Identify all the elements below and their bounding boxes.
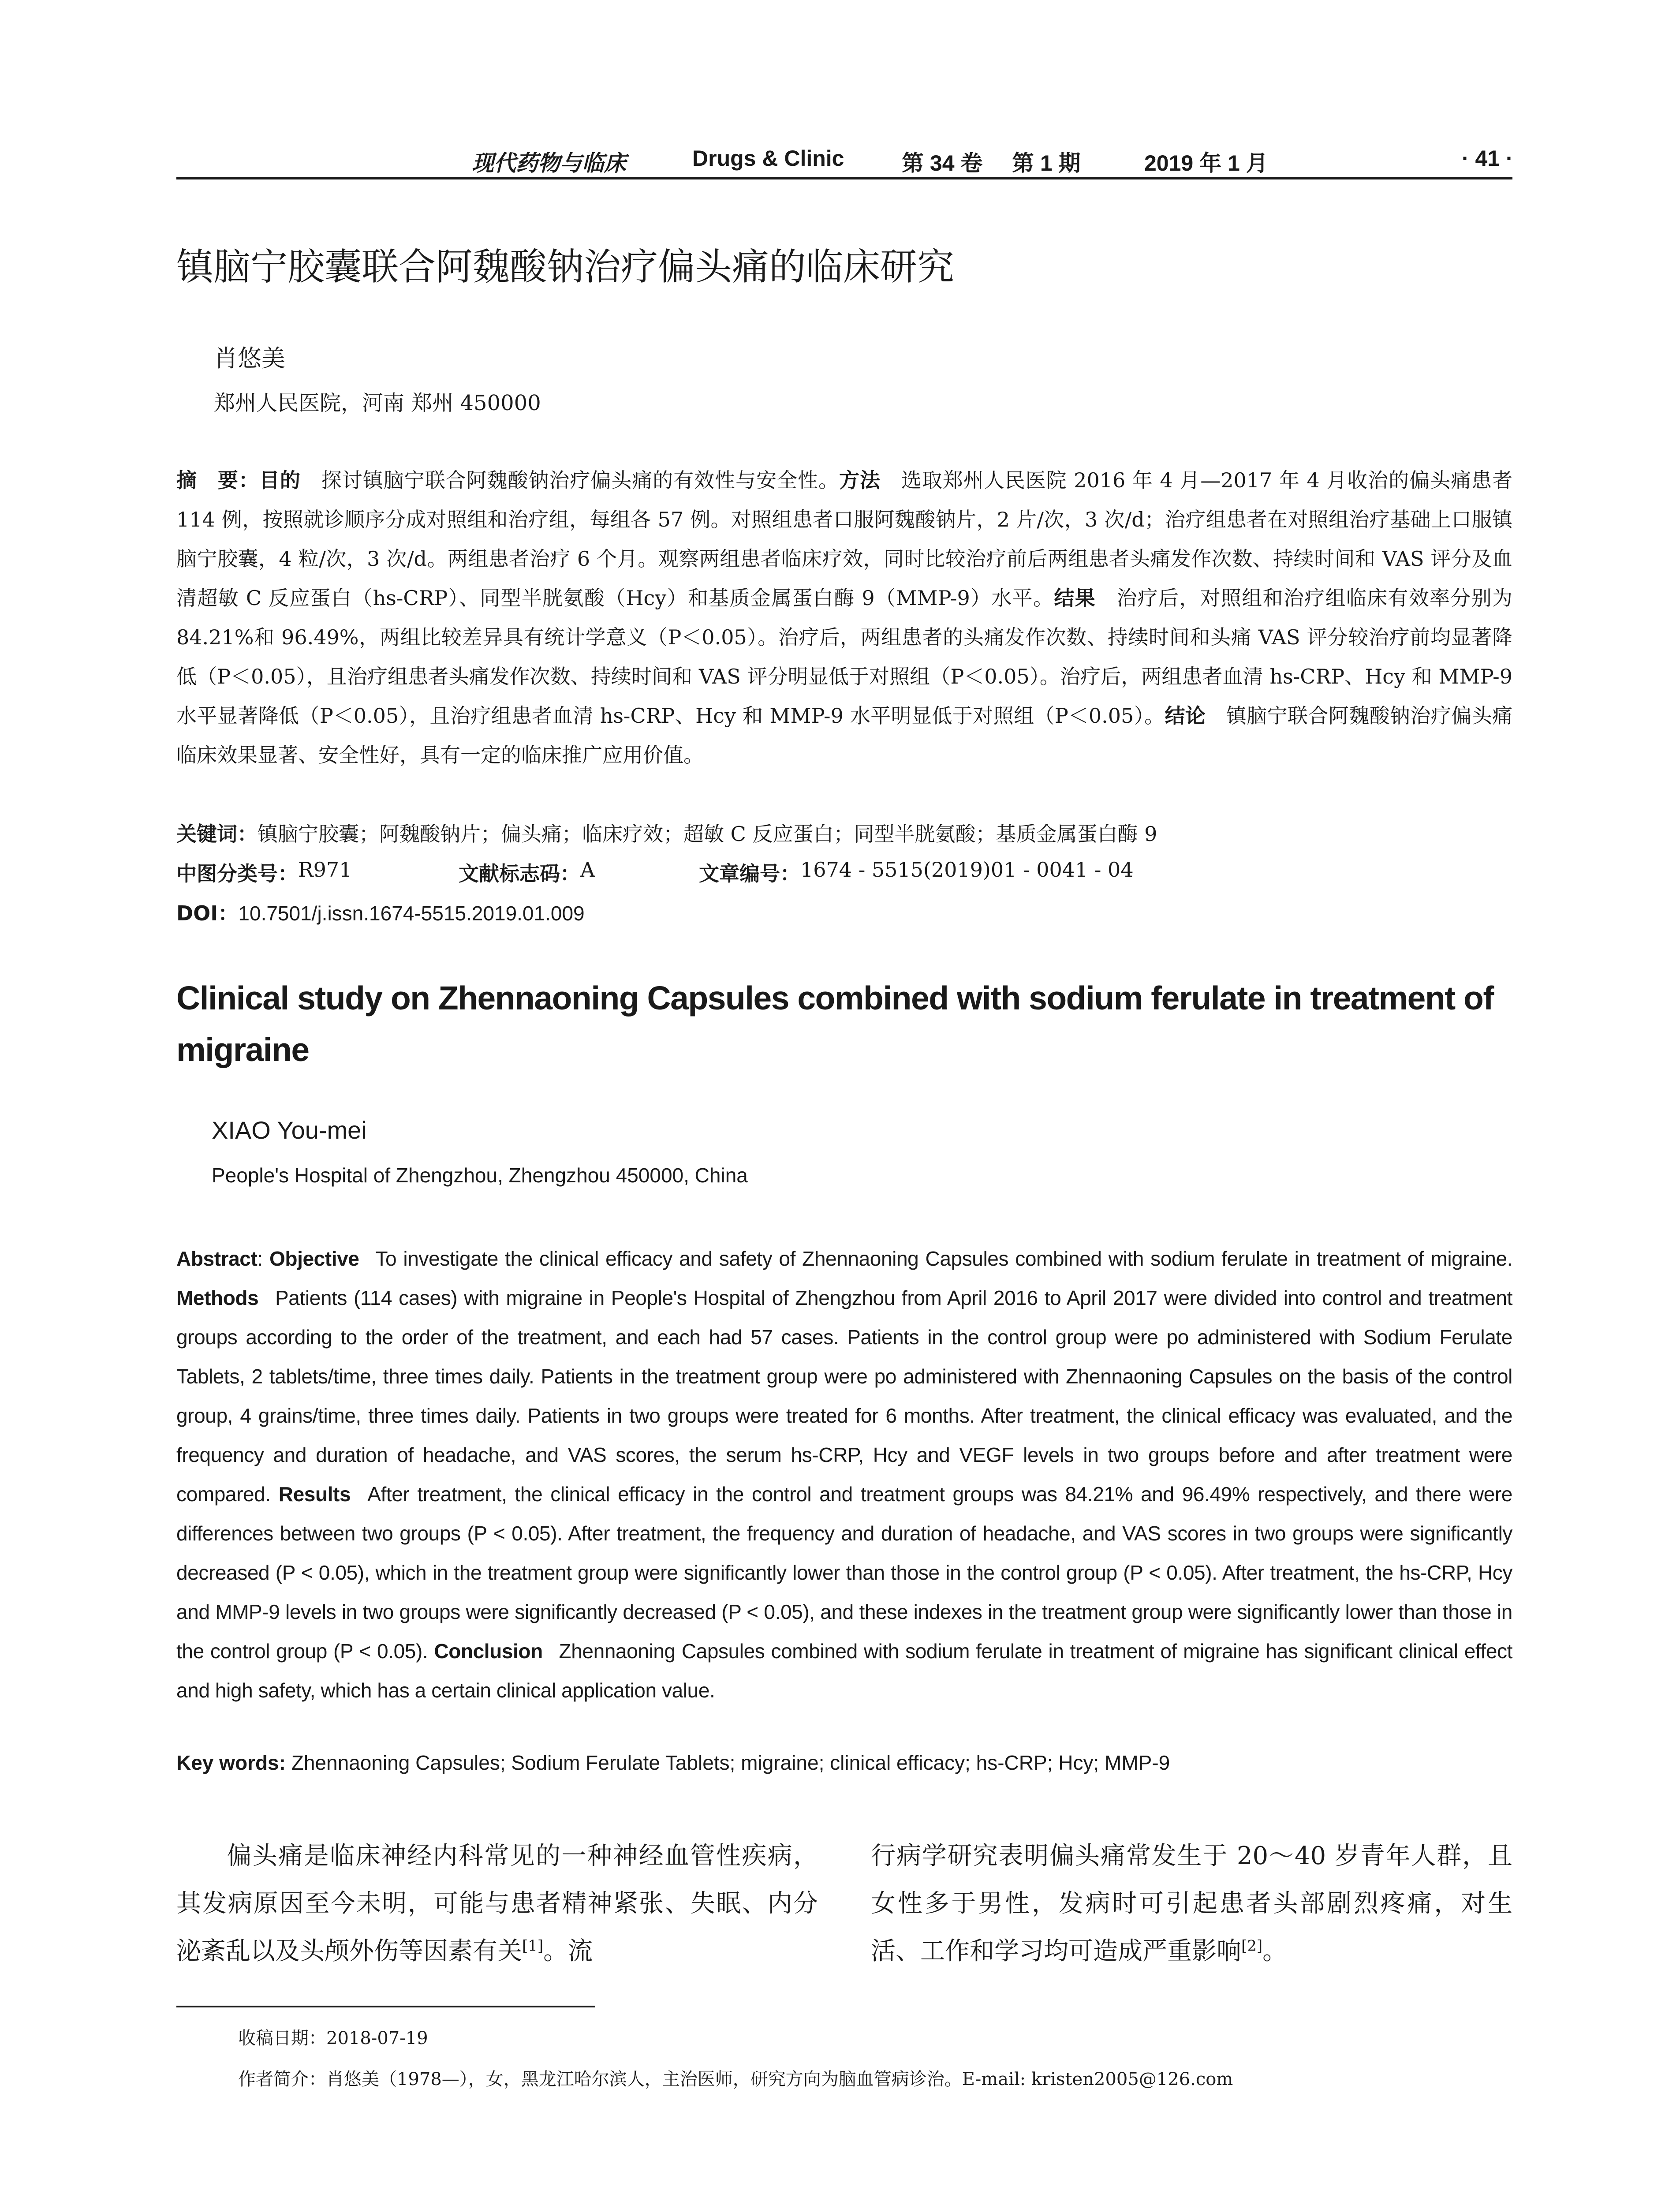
citation-1[interactable]: [1] — [522, 1937, 544, 1955]
en-abstract-label: Abstract — [176, 1247, 258, 1270]
footnote-author — [238, 2065, 1233, 2090]
doc-code-value: A — [580, 858, 595, 882]
cn-keywords — [176, 818, 1512, 847]
doi-label: DOI： — [176, 901, 239, 925]
article-no-value: 1674 - 5515(2019)01 - 0041 - 04 — [800, 858, 1134, 882]
received-date: 2018-07-19 — [326, 2028, 428, 2048]
body-left-text: 偏头痛是临床神经内科常见的一种神经血管性疾病，其发病原因至今未明，可能与患者精神紧张、失眠、内分泌紊乱以及头颅外伤等因素有关 — [176, 1842, 818, 1966]
author-bio-label: 作者简介： — [238, 2069, 326, 2089]
journal-name-en: Drugs & Clinic — [692, 146, 844, 171]
en-title: Clinical study on Zhennaoning Capsules combined with sodium ferulate in treatment of migraine — [176, 979, 1493, 1068]
issue: 第 1 期 — [1012, 151, 1081, 176]
en-author: XIAO You-mei — [212, 1116, 367, 1144]
page-number: · 41 · — [1462, 146, 1513, 171]
en-keywords — [176, 1751, 1512, 1775]
cn-title: 镇脑宁胶囊联合阿魏酸钠治疗偏头痛的临床研究 — [176, 245, 955, 288]
en-objective-label: Objective — [269, 1247, 359, 1270]
received-label: 收稿日期： — [238, 2028, 326, 2048]
cn-objective-label: 目的 — [259, 468, 301, 492]
running-header — [176, 141, 1512, 181]
header-rule — [176, 177, 1512, 179]
cn-objective: 探讨镇脑宁联合阿魏酸钠治疗偏头痛的有效性与安全性。 — [321, 468, 839, 492]
citation-2[interactable]: [2] — [1241, 1937, 1263, 1955]
footnote-received — [238, 2024, 428, 2049]
clc-value: R971 — [298, 858, 352, 882]
en-conclusion-label: Conclusion — [434, 1640, 543, 1663]
author-bio: 肖悠美（1978—），女，黑龙江哈尔滨人，主治医师，研究方向为脑血管病诊治。E-mail: kristen2005@126.com — [326, 2069, 1233, 2089]
body-left-tail: 。流 — [543, 1937, 593, 1966]
en-results: After treatment, the clinical efficacy in the control and treatment groups was 84.21% and 96.49% respectively, and there were differences between two groups (P < 0.05). After treatment, the frequency and duration of headache, and VAS scores in two groups were significantly decreased (P < 0.05), which in the treatment group were significantly lower than those in the control group (P < 0.05). After treatment, the hs-CRP, Hcy and MMP-9 levels in two groups were significantly decreased (P < 0.05), and these indexes in the treatment group were significantly lower than those in the control group (P < 0.05). — [176, 1483, 1512, 1663]
cn-author: 肖悠美 — [214, 344, 285, 372]
publication-date: 2019 年 1 月 — [1144, 151, 1268, 176]
en-methods-label: Methods — [176, 1286, 259, 1309]
body-column-right — [871, 1832, 1512, 1975]
clc-group — [176, 858, 352, 887]
en-keywords-text: Zhennaoning Capsules; Sodium Ferulate Tablets; migraine; clinical efficacy; hs-CRP; Hcy; MMP-9 — [291, 1751, 1170, 1774]
en-affiliation: People's Hospital of Zhengzhou, Zhengzhou 450000, China — [212, 1164, 748, 1187]
journal-name-cn: 现代药物与临床 — [472, 150, 626, 176]
body-right-tail: 。 — [1262, 1937, 1288, 1966]
cn-methods-label: 方法 — [839, 468, 881, 492]
cn-affiliation: 郑州人民医院，河南 郑州 450000 — [214, 391, 541, 415]
article-no-group — [699, 858, 1134, 887]
en-conclusion: Zhennaoning Capsules combined with sodium ferulate in treatment of migraine has significant clinical effect and high safety, which has a certain clinical application value. — [176, 1640, 1512, 1702]
doc-code-label: 文献标志码： — [459, 862, 580, 886]
body-column-left — [176, 1832, 818, 1975]
en-results-label: Results — [278, 1483, 351, 1506]
cn-abstract — [176, 461, 1512, 775]
cn-conclusion: 镇脑宁联合阿魏酸钠治疗偏头痛临床效果显著、安全性好，具有一定的临床推广应用价值。 — [176, 704, 1513, 767]
footnote-rule — [176, 2006, 595, 2007]
en-abstract: Abstract: Objective To investigate the clinical efficacy and safety of Zhennaoning Capsules combined with sodium ferulate in treatment of migraine. Methods Patients (114 cases) with migraine in People's Hospital of Zhengzhou from April 2016 to April 2017 were divided into control and treatment groups according to the order of the treatment, and each had 57 cases. Patients in the control group were po administered with Sodium Ferulate Tablets, 2 tablets/time, three times daily. Patients in the treatment group were po administered with Zhennaoning Capsules on the basis of the control group, 4 grains/time, three times daily. Patients in two groups were treated for 6 months. After treatment, the clinical efficacy was evaluated, and the frequency and duration of headache, and VAS scores, the serum hs-CRP, Hcy and VEGF levels in two groups before and after treatment were compared. Results After treatment, the clinical efficacy in the control and treatment groups was 84.21% and 96.49% respectively, and there were differences between two groups (P < 0.05). After treatment, the frequency and duration of headache, and VAS scores in two groups were significantly decreased (P < 0.05), which in the treatment group were significantly lower than those in the control group (P < 0.05). After treatment, the hs-CRP, Hcy and MMP-9 levels in two groups were significantly decreased (P < 0.05), and these indexes in the treatment group were significantly lower than those in the control group (P < 0.05). Conclusion Zhennaoning Capsules combined with sodium ferulate in treatment of migraine has significant clinical effect and high safety, which has a certain clinical application value. — [176, 1247, 1513, 1702]
cn-conclusion-label: 结论 — [1165, 704, 1206, 728]
en-objective: To investigate the clinical efficacy and safety of Zhennaoning Capsules combined with sodium ferulate in treatment of migraine. — [375, 1247, 1513, 1270]
en-keywords-label: Key words: — [176, 1751, 286, 1774]
en-methods: Patients (114 cases) with migraine in People's Hospital of Zhengzhou from April 2016 to April 2017 were divided into control and treatment groups according to the order of the treatment, and each had 57 cases. Patients in the control group were po administered with Sodium Ferulate Tablets, 2 tablets/time, three times daily. Patients in the treatment group were po administered with Zhennaoning Capsules on the basis of the control group, 4 grains/time, three times daily. Patients in two groups were treated for 6 months. After treatment, the clinical efficacy was evaluated, and the frequency and duration of headache, and VAS scores, the serum hs-CRP, Hcy and VEGF levels in two groups before and after treatment were compared. — [176, 1286, 1513, 1506]
doi-value: 10.7501/j.issn.1674-5515.2019.01.009 — [238, 902, 585, 925]
cn-keywords-text: 镇脑宁胶囊；阿魏酸钠片；偏头痛；临床疗效；超敏 C 反应蛋白；同型半胱氨酸；基质金属蛋白酶 9 — [258, 822, 1157, 846]
doc-code-group — [459, 858, 595, 887]
clc-label: 中图分类号： — [176, 862, 298, 886]
cn-methods: 选取郑州人民医院 2016 年 4 月—2017 年 4 月收治的偏头痛患者 114 例，按照就诊顺序分成对照组和治疗组，每组各 57 例。对照组患者口服阿魏酸钠片，2 片/次，3 次/d；治疗组患者在对照组治疗基础上口服镇脑宁胶囊，4 粒/次，3 次/d。两组患者治疗 6 个月。观察两组患者临床疗效，同时比较治疗前后两组患者头痛发作次数、持续时间和 VAS 评分及血清超敏 C 反应蛋白（hs-CRP）、同型半胱氨酸（Hcy）和基质金属蛋白酶 9（MMP-9）水平。 — [176, 468, 1513, 610]
cn-abstract-label: 摘 要： — [176, 468, 259, 492]
volume: 第 34 卷 — [902, 151, 983, 176]
cn-keywords-label: 关键词： — [176, 822, 258, 846]
body-right-text: 行病学研究表明偏头痛常发生于 20～40 岁青年人群，且女性多于男性，发病时可引起患者头部剧烈疼痛，对生活、工作和学习均可造成严重影响 — [871, 1842, 1512, 1966]
cn-results-label: 结果 — [1054, 586, 1096, 610]
article-no-label: 文章编号： — [699, 862, 800, 886]
doi-line — [176, 897, 1512, 927]
cn-results: 治疗后，对照组和治疗组临床有效率分别为 84.21%和 96.49%，两组比较差异具有统计学意义（P＜0.05）。治疗后，两组患者的头痛发作次数、持续时间和头痛 VAS 评分较治疗前均显著降低（P＜0.05），且治疗组患者头痛发作次数、持续时间和 VAS 评分明显低于对照组（P＜0.05）。治疗后，两组患者血清 hs-CRP、Hcy 和 MMP-9 水平显著降低（P＜0.05），且治疗组患者血清 hs-CRP、Hcy 和 MMP-9 水平明显低于对照组（P＜0.05）。 — [176, 586, 1513, 728]
